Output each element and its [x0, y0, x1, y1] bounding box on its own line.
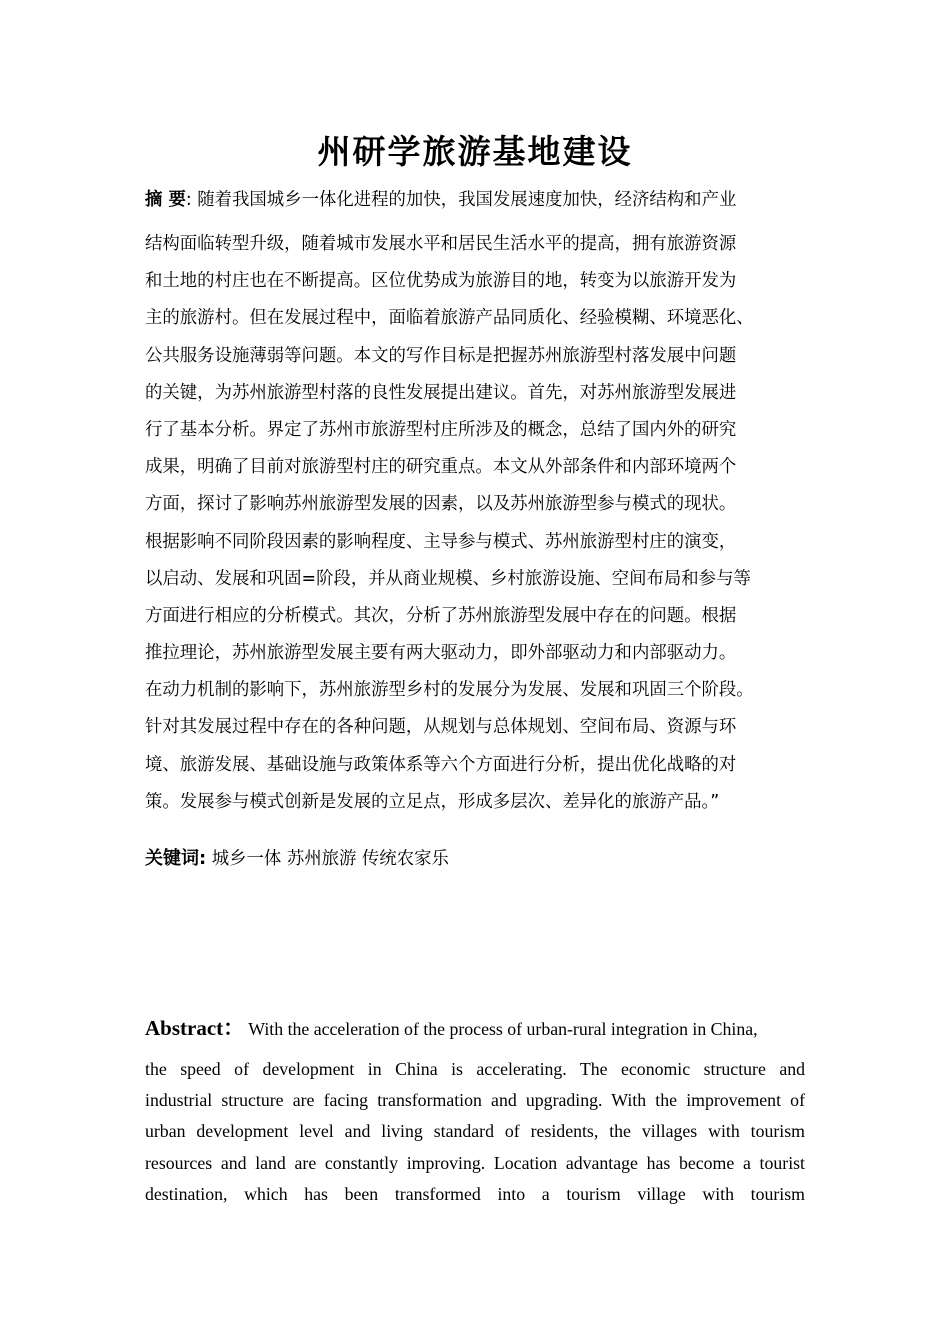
chinese-abstract-line: 方面进行相应的分析模式。其次，分析了苏州旅游型发展中存在的问题。根据 — [145, 605, 737, 626]
chinese-abstract-line: 针对其发展过程中存在的各种问题，从规划与总体规划、空间布局、资源与环 — [145, 717, 737, 738]
chinese-abstract-separator: : — [185, 190, 198, 210]
chinese-abstract-text: 随着我国城乡一体化进程的加快，我国发展速度加快，经济结构和产业 — [197, 190, 737, 210]
english-abstract-line: urban development level and living standard of residents, the villages with tourism — [145, 1121, 805, 1142]
chinese-abstract-line: 成果，明确了目前对旅游型村庄的研究重点。本文从外部条件和内部环境两个 — [145, 457, 737, 478]
chinese-abstract-line: 在动力机制的影响下，苏州旅游型乡村的发展分为发展、发展和巩固三个阶段。 — [145, 680, 754, 701]
english-abstract-label: Abstract： — [145, 1016, 245, 1040]
chinese-abstract-line: 结构面临转型升级，随着城市发展水平和居民生活水平的提高，拥有旅游资源 — [145, 234, 737, 254]
chinese-abstract-line: 策。发展参与模式创新是发展的立足点，形成多层次、差异化的旅游产品。” — [145, 791, 720, 812]
chinese-abstract-line: 的关键，为苏州旅游型村落的良性发展提出建议。首先，对苏州旅游型发展进 — [145, 382, 737, 403]
keywords — [145, 843, 805, 875]
english-abstract-line: resources and land are constantly improving. Location advantage has become a tourist — [145, 1152, 805, 1173]
chinese-abstract-first-line — [145, 184, 821, 216]
document-title: 州研学旅游基地建设 — [317, 132, 633, 171]
chinese-abstract-label: 摘 要 — [145, 190, 186, 210]
chinese-abstract-line: 推拉理论，苏州旅游型发展主要有两大驱动力，即外部驱动力和内部驱动力。 — [145, 643, 737, 664]
english-abstract-line: the speed of development in China is accelerating. The economic structure and — [145, 1059, 805, 1079]
english-abstract — [145, 1012, 805, 1210]
keywords-value: 城乡一体 苏州旅游 传统农家乐 — [211, 849, 449, 869]
chinese-abstract-line: 境、旅游发展、基础设施与政策体系等六个方面进行分析，提出优化战略的对 — [145, 754, 737, 775]
english-abstract-line: destination, which has been transformed into a tourism village with tourism — [145, 1183, 805, 1204]
chinese-abstract-line: 主的旅游村。但在发展过程中，面临着旅游产品同质化、经验模糊、环境恶化、 — [145, 308, 754, 329]
english-abstract-first-line — [145, 1012, 805, 1044]
chinese-abstract-line: 和土地的村庄也在不断提高。区位优势成为旅游目的地，转变为以旅游开发为 — [145, 271, 737, 292]
keywords-label: 关键词: — [145, 848, 207, 869]
chinese-abstract — [145, 184, 821, 821]
chinese-abstract-line: 行了基本分析。界定了苏州市旅游型村庄所涉及的概念，总结了国内外的研究 — [145, 419, 737, 440]
english-abstract-line: industrial structure are facing transformation and upgrading. With the improvement of — [145, 1090, 805, 1111]
english-abstract-text: With the acceleration of the process of urban-rural integration in China, — [248, 1019, 758, 1039]
chinese-abstract-line: 以启动、发展和巩固=阶段，并从商业规模、乡村旅游设施、空间布局和参与等 — [145, 568, 751, 589]
chinese-abstract-line: 公共服务设施薄弱等问题。本文的写作目标是把握苏州旅游型村落发展中问题 — [145, 345, 737, 366]
chinese-abstract-line: 根据影响不同阶段因素的影响程度、主导参与模式、苏州旅游型村庄的演变， — [145, 531, 737, 552]
chinese-abstract-line: 方面，探讨了影响苏州旅游型发展的因素，以及苏州旅游型参与模式的现状。 — [145, 494, 737, 515]
